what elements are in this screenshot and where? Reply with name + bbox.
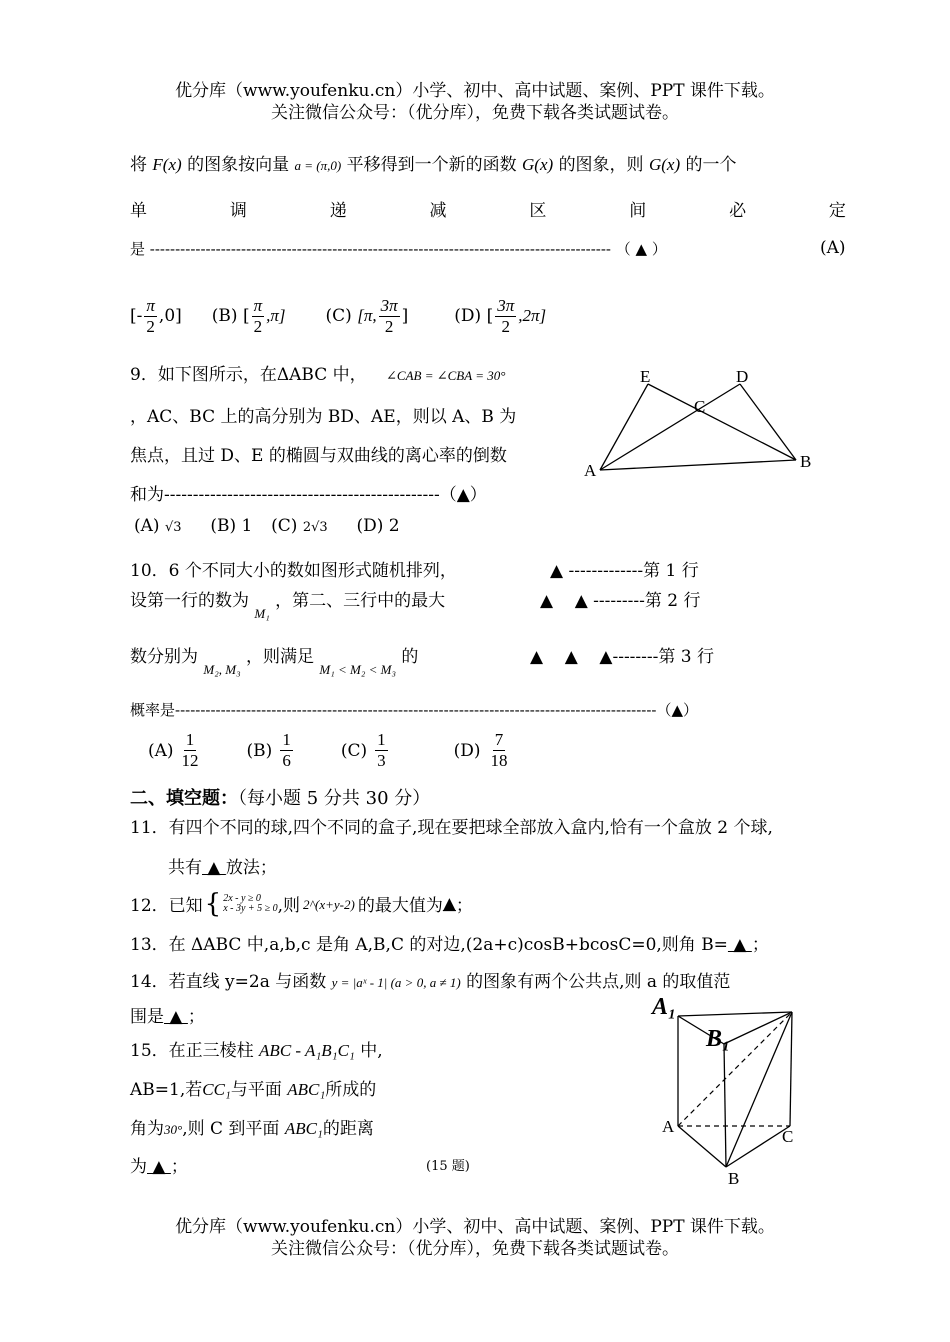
q8-options xyxy=(130,296,546,337)
footer-line-2: 关注微信公众号：（优分库），免费下载各类试题试卷。 xyxy=(271,1239,679,1259)
q8-option-b: (B) [ $\frac{\pi}{2}$ ,π] xyxy=(211,296,286,336)
segment-ac1-hidden xyxy=(678,1012,792,1126)
label-b1: B₁ xyxy=(706,1026,731,1052)
q9-line-2: ，AC、BC 上的高分别为 BD、AE，则以 A、B 为 xyxy=(130,407,517,427)
q11-answer-blank: ▲ xyxy=(202,858,226,878)
q10-line-4: 概率是-----------------------------------------------------------------------------------------------（▲） xyxy=(130,701,699,719)
label-a: A xyxy=(584,461,597,480)
q10-line-1: 10．6 个不同大小的数如图形式随机排列， xyxy=(130,561,457,581)
edge-bc xyxy=(726,1126,790,1167)
q15-answer-blank: ▲ xyxy=(147,1157,171,1177)
q9-line-1: 9．如下图所示，在ΔABC 中， ∠CAB = ∠CBA = 30° xyxy=(130,365,506,385)
q10-row-3: ▲ ▲ ▲--------第 3 行 xyxy=(530,647,715,667)
q11-line-2: 共有 ▲ 放法； xyxy=(168,858,277,878)
q15-line-4: 为 ▲ ； xyxy=(130,1157,188,1177)
q8-option-a: [- $\frac{\pi}{2}$ ,0] xyxy=(130,296,182,336)
edge-ab xyxy=(678,1126,726,1167)
q10-line-3: 数分别为 $_{M_2, M_3}$ ，则满足 $_{M_1 < M_2 < M_3}$ 的 xyxy=(130,647,419,677)
q11-line-1: 11．有四个不同的球,四个不同的盒子,现在要把球全部放入盒内,恰有一个盒放 2 个球, xyxy=(130,818,773,838)
line-db xyxy=(740,384,796,460)
q13-line: 13．在 ΔABC 中,a,b,c 是角 A,B,C 的对边,(2a+c)cosB+bcosC=0,则角 B= ▲ ； xyxy=(130,935,769,955)
q14-line-2: 围是 ▲ ； xyxy=(130,1007,205,1027)
edge-bb1 xyxy=(724,1044,726,1167)
q13-answer-blank: ▲ xyxy=(727,935,752,955)
label-a: A xyxy=(662,1117,675,1136)
q8-line-1: 将 F(x) 的图象按向量 a = (π,0) 平移得到一个新的函数 G(x) 的图象，则 G(x) 的一个 xyxy=(130,155,737,175)
q9-triangle-figure xyxy=(578,362,818,482)
q8-option-d: (D) [ $\frac{3\pi}{2}$ ,2π] xyxy=(454,296,547,336)
q8-line-2: 单 调 递 减 区 间 必 定 xyxy=(130,201,846,221)
line-ab xyxy=(600,460,796,470)
header-line-2: 关注微信公众号：（优分库），免费下载各类试题试卷。 xyxy=(271,103,679,123)
label-e: E xyxy=(640,367,651,386)
section-2-heading: 二、填空题：（每小题 5 分共 30 分） xyxy=(130,788,431,809)
q15-line-3: 角为30°,则 C 到平面 ABC₁的距离 xyxy=(130,1119,374,1139)
q8-option-c: (C) [π, $\frac{3\pi}{2}$ ] xyxy=(325,296,409,336)
q8-line-3: 是 ------------------------------------------------------------------------------------------- （ ▲ ） xyxy=(130,240,667,258)
label-c: C xyxy=(694,397,706,416)
line-ad xyxy=(600,384,740,470)
line-ae xyxy=(600,384,648,470)
label-a1: A₁ xyxy=(652,994,677,1020)
label-b: B xyxy=(728,1169,740,1188)
q10-options: (A) $\frac{1}{12}$ (B) $\frac{1}{6}$ (C) $\frac{1}{3}$ (D) $\frac{7}{18}$ xyxy=(148,730,508,770)
q15-line-2: AB=1,若CC₁与平面 ABC₁所成的 xyxy=(130,1080,377,1100)
header-line-1: 优分库（www.youfenku.cn）小学、初中、高中试题、案例、PPT 课件下载。 xyxy=(175,81,775,101)
label-c: C xyxy=(782,1127,794,1146)
q14-line-1: 14．若直线 y=2a 与函数 y = |aˣ - 1| (a > 0, a ≠ 1) 的图象有两个公共点,则 a 的取值范 xyxy=(130,972,731,992)
q10-line-2: 设第一行的数为 $_{M_1}$ ，第二、三行中的最大 xyxy=(130,591,446,621)
footer-line-1: 优分库（www.youfenku.cn）小学、初中、高中试题、案例、PPT 课件下载。 xyxy=(175,1217,775,1237)
q10-row-2: ▲ ▲ ---------第 2 行 xyxy=(540,591,701,611)
q10-row-1: ▲ -------------第 1 行 xyxy=(550,561,699,581)
q8-option-a-label: (A) xyxy=(820,238,846,258)
edge-b1c1 xyxy=(724,1012,792,1044)
q12-expression: 2^(x+y-2) xyxy=(303,896,355,912)
q9-options: (A) √3 (B) 1 (C) 2√3 (D) 2 xyxy=(134,516,400,536)
q14-answer-blank: ▲ xyxy=(164,1007,188,1027)
q15-prism-figure xyxy=(650,992,810,1188)
label-b: B xyxy=(800,452,812,471)
q15-caption: (15 题) xyxy=(426,1159,470,1174)
q15-line-1: 15．在正三棱柱 ABC - A₁B₁C₁ 中, xyxy=(130,1041,383,1061)
label-d: D xyxy=(736,367,749,386)
q9-line-4: 和为------------------------------------------------（▲） xyxy=(130,485,487,505)
edge-cc1 xyxy=(790,1012,792,1126)
q12-line: 12．已知 { 2x - y ≥ 0 x - 3y + 5 ≥ 0 ,则 2^(x+y-2) 的最大值为 ▲ ； xyxy=(130,888,473,919)
edge-a1c1 xyxy=(678,1012,792,1016)
q9-line-3: 焦点，且过 D、E 的椭圆与双曲线的离心率的倒数 xyxy=(130,446,507,466)
q12-answer-blank: ▲ xyxy=(442,893,456,914)
